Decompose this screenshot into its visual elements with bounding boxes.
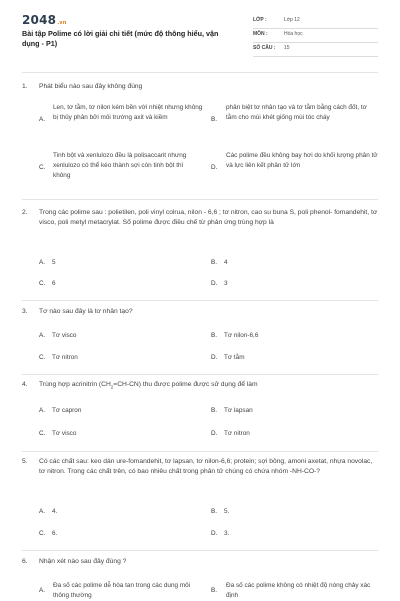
option-letter: D. <box>211 530 218 537</box>
option-letter: C. <box>39 530 46 537</box>
option-letter: B. <box>211 407 218 414</box>
option-text: Tơ nilon-6,6 <box>224 332 259 339</box>
option-text: 3. <box>224 530 230 537</box>
option-letter: A. <box>39 407 46 414</box>
option-letter: B. <box>211 116 218 123</box>
option-letter: A. <box>39 587 46 594</box>
question-stem <box>39 380 379 393</box>
option-letter: C. <box>39 164 46 171</box>
question-stem: Tơ nào sau đây là tơ nhân tạo? <box>39 308 133 315</box>
option-text: 4 <box>224 259 228 266</box>
option-text: Tơ visco <box>52 332 77 339</box>
option-letter: A. <box>39 259 46 266</box>
meta-subject-row <box>253 29 378 43</box>
logo-domain: .vn <box>57 20 67 26</box>
question-stem: Phát biểu nào sau đây không đúng <box>39 83 143 90</box>
divider <box>22 72 378 73</box>
meta-count-label: SỐ CÂU : <box>253 45 276 51</box>
question-number: 2. <box>22 209 28 216</box>
option-text: Tơ visco <box>52 430 77 437</box>
option-letter: C. <box>39 354 46 361</box>
question-stem: Trong các polime sau : polietilen, poli vinyl colrua, nilon - 6,6 ; tơ nitron, cao su buna S, poli phenol- fomandehit, tơ visco, poli metyl metacrylat. Số polime được điều chế từ phản ứng trùng hợp là <box>39 209 378 227</box>
divider <box>22 199 378 200</box>
divider <box>22 300 378 301</box>
option-letter: D. <box>211 354 218 361</box>
option-letter: C. <box>39 430 46 437</box>
option-letter: D. <box>211 164 218 171</box>
question-stem: Nhận xét nào sau đây đúng ? <box>39 558 127 565</box>
option-letter: A. <box>39 332 46 339</box>
option-text: 5 <box>52 259 56 266</box>
option-text: Tơ lapsan <box>224 407 253 414</box>
stem-part: =CH-CN) thu được polime được sử dụng để làm <box>113 381 258 388</box>
option-text: 4. <box>52 508 58 515</box>
site-logo[interactable] <box>22 13 67 27</box>
document-title: Bài tập Polime có lời giải chi tiết (mức độ thông hiểu, vận dụng - P1) <box>22 29 219 48</box>
question-number: 6. <box>22 558 28 565</box>
option-letter: A. <box>39 116 46 123</box>
meta-count-value: 15 <box>284 45 290 51</box>
option-letter: B. <box>211 259 218 266</box>
meta-subject-value: Hóa học <box>284 31 303 37</box>
question-stem: Có các chất sau: keo dán ure-fomandehit, tơ lapsan, tơ nilon-6,6; protein; sợi bông, amoni axetat, nhựa novolac, tơ nitron. Trong các chất trên, có bao nhiêu chất trong phân tử chúng có chứa nhóm -NH-CO-? <box>39 458 373 476</box>
option-text: Tinh bột và xenlulozo đều là polisaccarit nhưng xenlulozo có thể kéo thành sợi còn tinh bột thì không <box>53 152 187 180</box>
meta-class-value: Lớp 12 <box>284 17 300 23</box>
question-number: 3. <box>22 308 28 315</box>
meta-info <box>253 15 378 57</box>
question-number: 5. <box>22 458 28 465</box>
divider <box>22 451 378 452</box>
option-text: 3 <box>224 280 228 287</box>
option-text: Tơ tằm <box>224 354 245 361</box>
meta-class-row <box>253 15 378 29</box>
stem-subscript: 2 <box>110 384 114 390</box>
stem-part: Trùng hợp acrinitrin (CH <box>39 381 111 388</box>
question-number: 1. <box>22 83 28 90</box>
divider <box>22 374 378 375</box>
logo-text: 2048 <box>22 13 57 27</box>
question-number: 4. <box>22 381 28 388</box>
option-text: 6. <box>52 530 58 537</box>
option-text: Tơ nitron <box>224 430 250 437</box>
option-letter: A. <box>39 508 46 515</box>
option-letter: B. <box>211 332 218 339</box>
option-letter: C. <box>39 280 46 287</box>
option-letter: B. <box>211 587 218 594</box>
option-text: Đa số các polime không có nhiệt độ nóng chảy xác định <box>226 582 371 600</box>
option-text: Tơ capron <box>52 407 82 414</box>
option-text: Tơ nitron <box>52 354 78 361</box>
option-text: Len, tơ tằm, tơ nilon kém bền với nhiệt nhưng không bị thủy phân bởi môi trường axit và kiềm <box>53 104 203 122</box>
option-text: Đa số các polime dễ hòa tan trong các dung môi thông thường <box>53 582 191 600</box>
meta-subject-label: MÔN : <box>253 31 268 37</box>
option-letter: B. <box>211 508 218 515</box>
meta-count-row <box>253 43 378 57</box>
meta-class-label: LỚP : <box>253 17 267 23</box>
option-text: 6 <box>52 280 56 287</box>
option-text: phân biệt tơ nhân tạo và tơ tằm bằng cách đốt, tơ tằm cho mùi khét giống mùi tóc cháy <box>226 104 367 122</box>
option-letter: D. <box>211 280 218 287</box>
divider <box>22 550 378 551</box>
option-letter: D. <box>211 430 218 437</box>
option-text: Các polime đều không bay hơi do khối lượng phân tử và lực liên kết phân tử lớn <box>226 152 378 170</box>
option-text: 5. <box>224 508 230 515</box>
